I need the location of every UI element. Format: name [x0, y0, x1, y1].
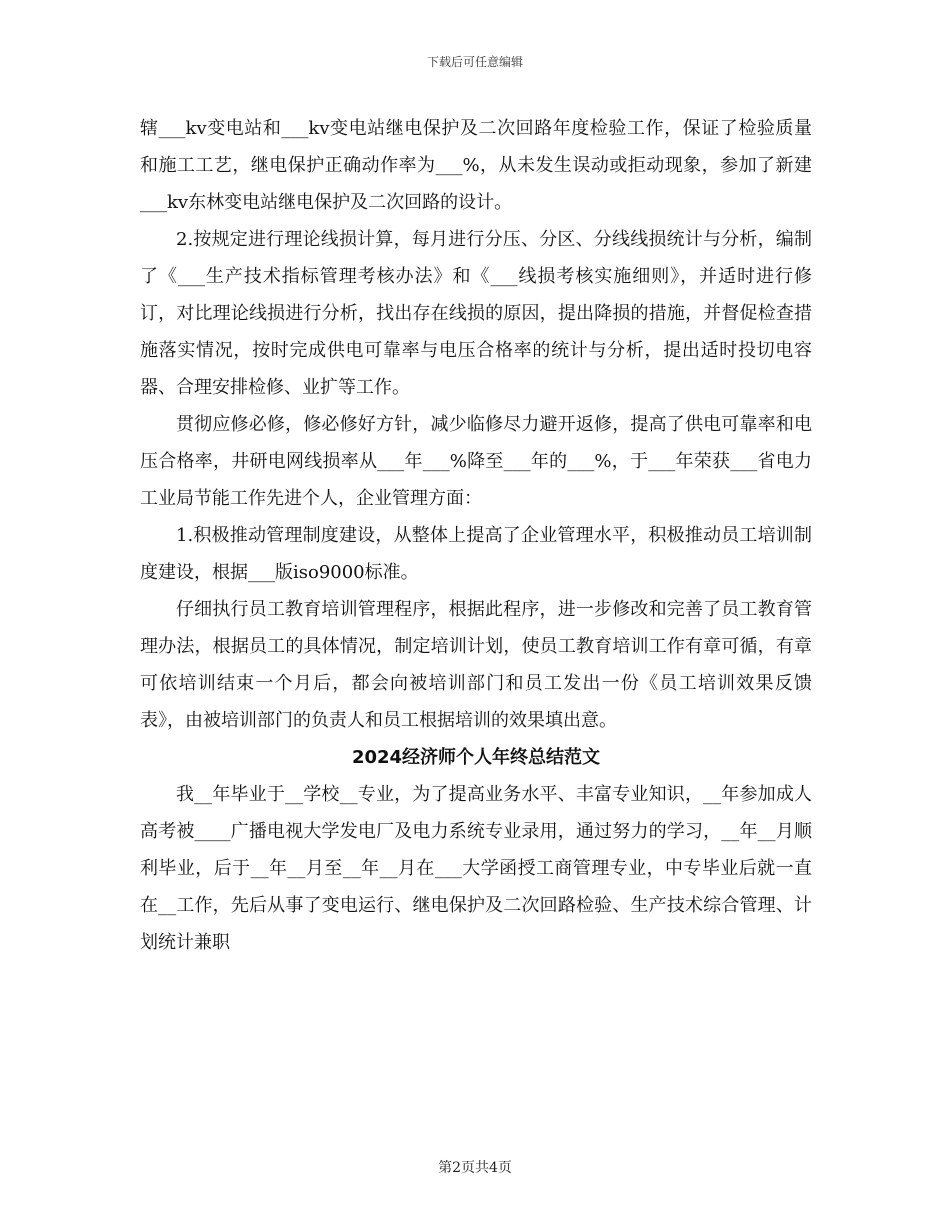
page-number: 第2页共4页: [438, 1160, 512, 1176]
paragraph-management-system: 1.积极推动管理制度建设，从整体上提高了企业管理水平，积极推动员工培训制度建设，根据___版iso9000标准。: [140, 525, 812, 583]
paragraph-training: 仔细执行员工教育培训管理程序，根据此程序，进一步修改和完善了员工教育管理办法，根据员工的具体情况，制定培训计划，使员工教育培训工作有章可循，有章可依培训结束一个月后，都会向被培训部门和员工发出一份《员工培训效果反馈表》，由被培训部门的负责人和员工根据培训的效果填出意。: [140, 599, 812, 731]
document-body: [140, 110, 812, 961]
paragraph-line-loss: 2.按规定进行理论线损计算，每月进行分压、分区、分线线损统计与分析，编制了《___生产技术指标管理考核办法》和《___线损考核实施细则》，并适时进行修订，对比理论线损进行分析，找出存在线损的原因，提出降损的措施，并督促检查措施落实情况，按时完成供电可靠率与电压合格率的统计与分析，提出适时投切电容器、合理安排检修、业扩等工作。: [140, 229, 812, 398]
paragraph-continuation: 辖___kv变电站和___kv变电站继电保护及二次回路年度检验工作，保证了检验质量和施工工艺，继电保护正确动作率为___%，从未发生误动或拒动现象，参加了新建___kv东林变电站继电保护及二次回路的设计。: [140, 118, 812, 213]
section-title: 2024经济师个人年终总结范文: [351, 747, 601, 768]
paragraph-biography: 我__年毕业于__学校__专业，为了提高业务水平、丰富专业知识，__年参加成人高考被____广播电视大学发电厂及电力系统专业录用，通过努力的学习，__年__月顺利毕业，后于__年__月至__年__月在___大学函授工商管理专业，中专毕业后就一直在__工作，先后从事了变电运行、继电保护及二次回路检验、生产技术综合管理、计划统计兼职: [140, 784, 812, 953]
paragraph-maintenance: 贯彻应修必修，修必修好方针，减少临修尽力避开返修，提高了供电可靠率和电压合格率，井研电网线损率从___年___%降至___年的___%，于___年荣获___省电力工业局节能工作先进个人，企业管理方面：: [140, 414, 812, 509]
page-header: 下载后可任意编辑: [426, 55, 523, 69]
